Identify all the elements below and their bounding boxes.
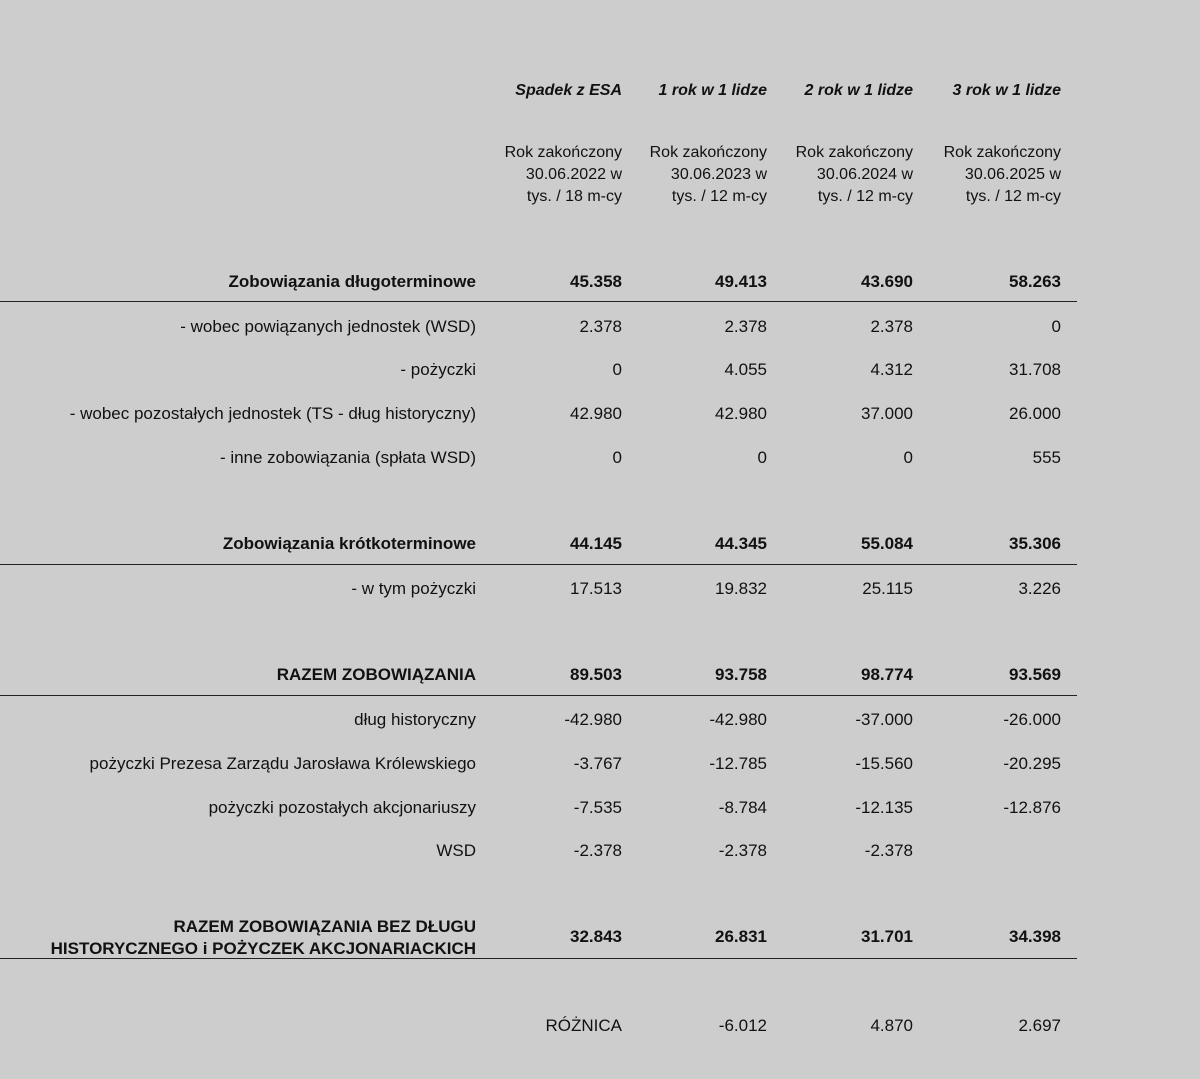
value-ceo-loans-2: -12.785 [709,754,767,773]
value-short-term-4: 35.306 [1009,534,1061,553]
col-subheader-4: Rok zakończony 30.06.2025 w tys. / 12 m-cy [943,144,1061,205]
value-loans-2: 4.055 [724,360,767,379]
row-label-other-liabilities: - inne zobowiązania (spłata WSD) [219,448,476,467]
value-other-liabilities-2: 0 [757,448,767,467]
row-label-incl-loans: - w tym pożyczki [351,579,476,598]
value-short-term-1: 44.145 [570,534,622,553]
value-total-excluding-4: 34.398 [1009,927,1061,946]
value-other-liabilities-3: 0 [903,448,913,467]
value-total-3: 98.774 [861,665,913,684]
value-total-excluding-1: 32.843 [570,927,622,946]
value-incl-loans-1: 17.513 [570,579,622,598]
row-label-total: RAZEM ZOBOWIĄZANIA [276,665,476,684]
value-incl-loans-2: 19.832 [715,579,767,598]
value-wsd-2: -2.378 [718,841,767,860]
value-wsd-3: -2.378 [864,841,913,860]
col-header-4: 3 rok w 1 lidze [952,82,1061,99]
row-label-total-excluding-line2: HISTORYCZNEGO i POŻYCZEK AKCJONARIACKICH [50,939,476,958]
value-loans-1: 0 [612,360,622,379]
value-incl-loans-3: 25.115 [862,579,913,598]
value-wsd-1: -2.378 [573,841,622,860]
row-label-ceo-loans: pożyczki Prezesa Zarządu Jarosława Królewskiego [89,754,476,773]
value-shareholder-loans-1: -7.535 [573,798,622,817]
row-label-short-term: Zobowiązania krótkoterminowe [222,534,476,553]
value-difference-2: -6.012 [718,1016,767,1035]
row-label-other-entities: - wobec pozostałych jednostek (TS - dług historyczny) [69,404,476,423]
value-total-2: 93.758 [715,665,767,684]
value-shareholder-loans-4: -12.876 [1003,798,1061,817]
row-label-shareholder-loans: pożyczki pozostałych akcjonariuszy [208,798,476,817]
value-shareholder-loans-3: -12.135 [855,798,913,817]
row-label-wsd: WSD [436,841,476,860]
value-loans-4: 31.708 [1009,360,1061,379]
value-ceo-loans-3: -15.560 [855,754,913,773]
value-long-term-3: 43.690 [861,272,913,291]
value-total-excluding-2: 26.831 [715,927,767,946]
value-short-term-2: 44.345 [715,534,767,553]
value-total-1: 89.503 [570,665,622,684]
row-label-difference: RÓŻNICA [545,1016,622,1035]
value-long-term-4: 58.263 [1009,272,1061,291]
value-historical-debt-3: -37.000 [855,710,913,729]
divider [0,695,1077,696]
divider [0,958,1077,959]
row-label-total-excluding [51,916,476,960]
row-label-historical-debt: dług historyczny [354,710,476,729]
value-historical-debt-4: -26.000 [1003,710,1061,729]
row-label-long-term: Zobowiązania długoterminowe [228,272,476,291]
value-total-excluding-3: 31.701 [861,927,913,946]
value-ceo-loans-1: -3.767 [573,754,622,773]
col-header-1: Spadek z ESA [515,82,622,99]
value-ceo-loans-4: -20.295 [1003,754,1061,773]
value-other-liabilities-4: 555 [1032,448,1061,467]
col-header-2: 1 rok w 1 lidze [658,82,767,99]
value-total-4: 93.569 [1009,665,1061,684]
value-incl-loans-4: 3.226 [1018,579,1061,598]
value-other-liabilities-1: 0 [612,448,622,467]
value-related-1: 2.378 [579,317,622,336]
row-label-related: - wobec powiązanych jednostek (WSD) [180,317,476,336]
value-other-entities-1: 42.980 [570,404,622,423]
value-difference-4: 2.697 [1018,1016,1061,1035]
value-loans-3: 4.312 [870,360,913,379]
row-label-loans: - pożyczki [400,360,476,379]
col-subheader-1: Rok zakończony 30.06.2022 w tys. / 18 m-cy [504,144,622,205]
value-historical-debt-1: -42.980 [564,710,622,729]
row-label-total-excluding-line1: RAZEM ZOBOWIĄZANIA BEZ DŁUGU [173,917,476,936]
value-historical-debt-2: -42.980 [709,710,767,729]
value-related-2: 2.378 [724,317,767,336]
col-header-3: 2 rok w 1 lidze [804,82,913,99]
value-long-term-1: 45.358 [570,272,622,291]
divider [0,301,1077,302]
value-other-entities-3: 37.000 [861,404,913,423]
value-short-term-3: 55.084 [861,534,913,553]
divider [0,564,1077,565]
value-other-entities-2: 42.980 [715,404,767,423]
value-difference-3: 4.870 [870,1016,913,1035]
value-other-entities-4: 26.000 [1009,404,1061,423]
value-shareholder-loans-2: -8.784 [718,798,767,817]
value-long-term-2: 49.413 [715,272,767,291]
col-subheader-3: Rok zakończony 30.06.2024 w tys. / 12 m-cy [795,144,913,205]
col-subheader-2: Rok zakończony 30.06.2023 w tys. / 12 m-cy [649,144,767,205]
value-related-3: 2.378 [870,317,913,336]
value-related-4: 0 [1051,317,1061,336]
